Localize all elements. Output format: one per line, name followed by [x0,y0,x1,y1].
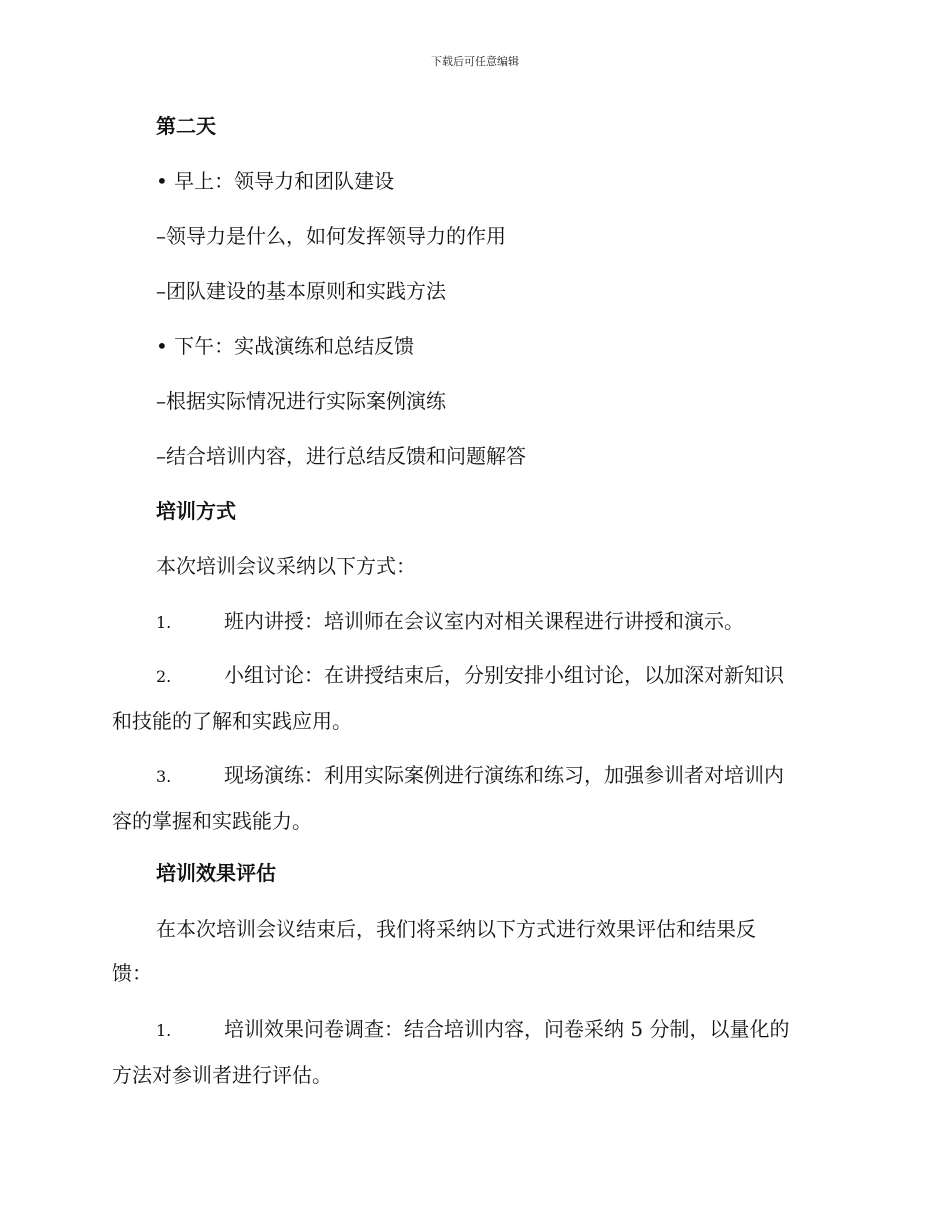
afternoon-item-2: –结合培训内容，进行总结反馈和问题解答 [156,444,526,468]
methods-intro: 本次培训会议采纳以下方式： [156,554,416,578]
morning-item-2: –团队建设的基本原则和实践方法 [156,279,446,303]
afternoon-topic: • 下午：实战演练和总结反馈 [156,334,415,358]
header-note: 下载后可任意编辑 [431,55,519,68]
method-item-1 [112,603,832,641]
section-title-evaluation: 培训效果评估 [156,861,276,885]
evaluation-item-1 [112,1007,832,1097]
section-title-methods: 培训方式 [156,499,236,523]
method-item-text-continued: 和技能的了解和实践应用。 [112,709,352,733]
evaluation-item-number: 1. [156,1021,172,1040]
document-content [112,108,832,1097]
method-item-3 [112,753,832,843]
evaluation-intro-line2: 馈： [112,961,152,985]
evaluation-item-text-continued: 方法对参训者进行评估。 [112,1063,332,1087]
method-item-text: 班内讲授：培训师在会议室内对相关课程进行讲授和演示。 [224,609,744,633]
morning-item-1: –领导力是什么，如何发挥领导力的作用 [156,224,506,248]
afternoon-item-1: –根据实际情况进行实际案例演练 [156,389,446,413]
method-item-2 [112,653,832,743]
evaluation-item-text: 培训效果问卷调查：结合培训内容，问卷采纳 5 分制，以量化的 [224,1017,790,1041]
method-item-number: 2. [156,667,172,686]
method-item-text: 小组讨论：在讲授结束后，分别安排小组讨论，以加深对新知识 [224,663,784,687]
morning-topic: • 早上：领导力和团队建设 [156,169,395,193]
method-item-number: 3. [156,767,172,786]
method-item-text-continued: 容的掌握和实践能力。 [112,809,312,833]
method-item-text: 现场演练：利用实际案例进行演练和练习，加强参训者对培训内 [224,763,784,787]
evaluation-intro [112,907,832,995]
method-item-number: 1. [156,613,172,632]
evaluation-intro-line1: 在本次培训会议结束后，我们将采纳以下方式进行效果评估和结果反 [156,917,756,941]
section-title-day2: 第二天 [156,114,216,138]
